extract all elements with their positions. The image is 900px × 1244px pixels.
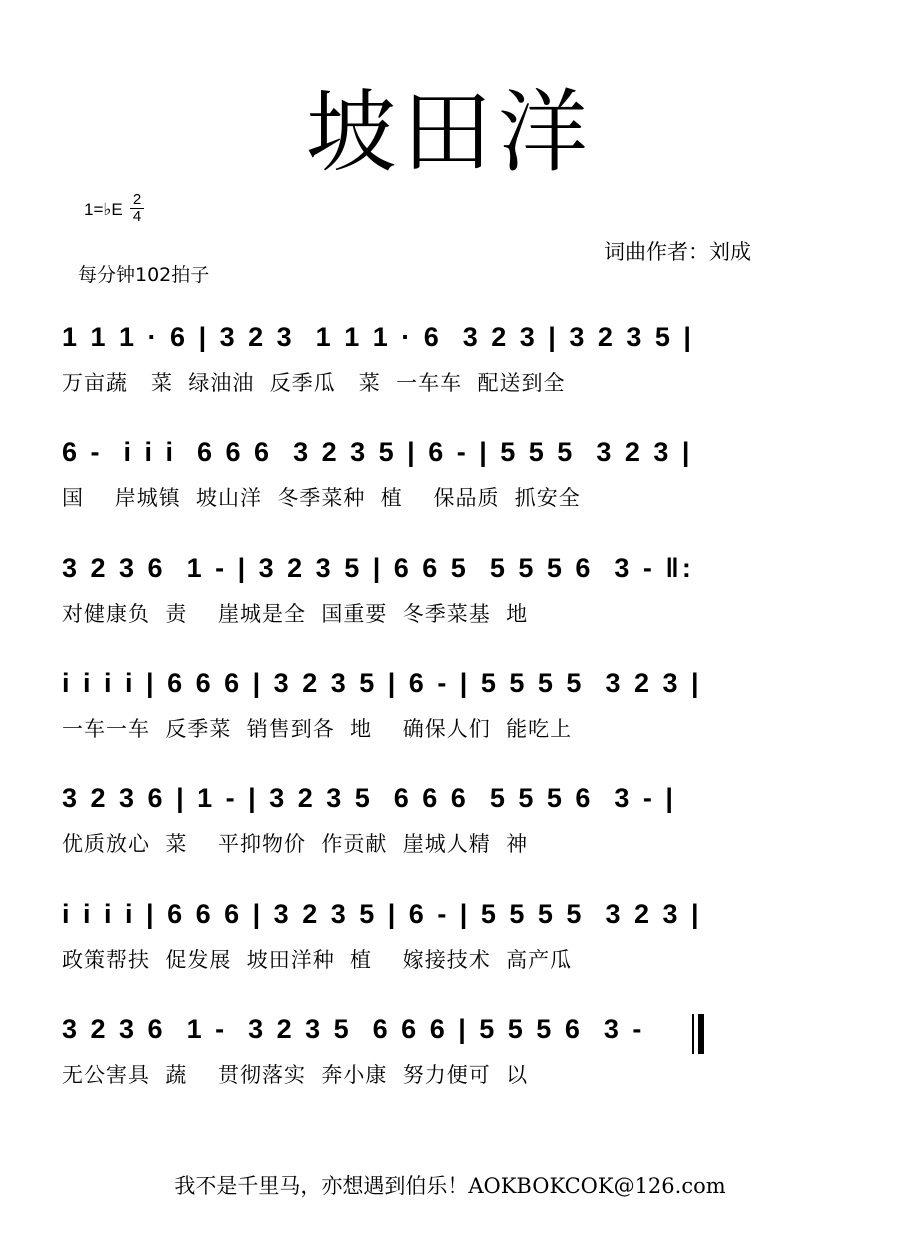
lyric-line: 万亩蔬 菜 绿油油 反季瓜 菜 一车车 配送到全 xyxy=(62,371,566,395)
notation-line: i i i i | 6 6 6 | 3 2 3 5 | 6 - | 5 5 5 5 3 2 3 | xyxy=(62,899,702,929)
lyric-line: 无公害具 蔬 贯彻落实 奔小康 努力便可 以 xyxy=(62,1063,529,1087)
song-title: 坡田洋 xyxy=(306,80,594,185)
score-line-5 xyxy=(62,783,822,858)
score-line-6 xyxy=(62,899,822,974)
tempo-marking: 每分钟102拍子 xyxy=(78,264,210,286)
lyric-line: 优质放心 菜 平抑物价 作贡献 崖城人精 神 xyxy=(62,832,529,856)
score-line-2 xyxy=(62,437,822,512)
notation-line: 3 2 3 6 1 - | 3 2 3 5 | 6 6 5 5 5 5 6 3 - ‖: xyxy=(62,553,694,583)
time-signature-bottom: 4 xyxy=(130,208,144,225)
lyric-line: 一车一车 反季菜 销售到各 地 确保人们 能吃上 xyxy=(62,717,573,741)
footer-note: 我不是千里马，亦想遇到伯乐！AOKBOKCOK@126.com xyxy=(174,1174,726,1198)
score-line-3 xyxy=(62,553,822,628)
score-line-4 xyxy=(62,668,822,743)
key-signature: 1=♭E xyxy=(84,200,123,219)
notation-line: 1 1 1 · 6 | 3 2 3 1 1 1 · 6 3 2 3 | 3 2 3 5 | xyxy=(62,322,694,352)
score-line-7 xyxy=(62,1014,822,1089)
notation-line: 3 2 3 6 | 1 - | 3 2 3 5 6 6 6 5 5 5 6 3 - | xyxy=(62,783,676,813)
lyric-line: 对健康负 责 崖城是全 国重要 冬季菜基 地 xyxy=(62,602,529,626)
notation-line: 3 2 3 6 1 - 3 2 3 5 6 6 6 | 5 5 5 6 3 - xyxy=(62,1014,645,1044)
score-line-1 xyxy=(62,322,822,397)
notation-line: i i i i | 6 6 6 | 3 2 3 5 | 6 - | 5 5 5 5 3 2 3 | xyxy=(62,668,702,698)
lyric-line: 政策帮扶 促发展 坡田洋种 植 嫁接技术 高产瓜 xyxy=(62,948,573,972)
time-signature xyxy=(130,192,144,225)
time-signature-top: 2 xyxy=(132,191,142,208)
notation-line: 6 - i i i 6 6 6 3 2 3 5 | 6 - | 5 5 5 3 2 3 | xyxy=(62,437,693,467)
author-credit: 词曲作者：刘成 xyxy=(604,240,751,264)
lyric-line: 国 岸城镇 坡山洋 冬季菜种 植 保品质 抓安全 xyxy=(62,486,581,510)
final-barline xyxy=(692,1014,706,1054)
